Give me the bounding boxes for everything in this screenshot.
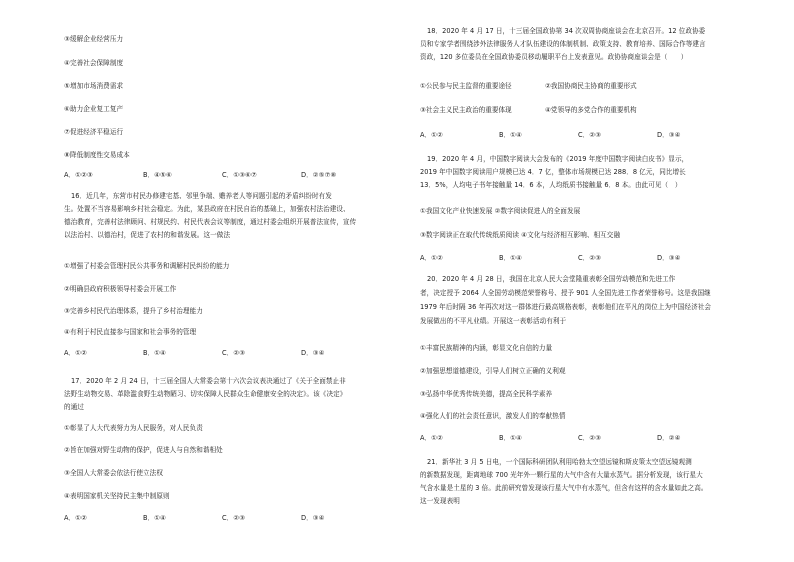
q20-item-4: ④强化人们的社会责任意识，激发人们的奉献热情 [420, 412, 566, 420]
q20-option-c: C．②③ [578, 434, 602, 442]
q20-item-1: ①丰富民族精神的内涵，彰显文化自信的力量 [420, 344, 553, 352]
q16-stem-line: 16．近几年，东营市村民办修建宅基、邻里争端、赡养老人等问题引起的矛盾纠纷时有发 [71, 192, 332, 200]
q15-option-c: C．①③⑥⑦ [222, 171, 257, 179]
q17-stem-line: 的通过 [64, 403, 84, 411]
q18-stem-line: 18．2020 年 4 月 17 日，十三届全国政协第 34 次双周协商座谈会在北京召开。12 位政协委 [427, 27, 706, 35]
q21-stem-line: 气含水量是土星的 3 倍。此前研究曾发现该行星大气中有水蒸气，但含有这样的含水量如此之高。 [420, 484, 708, 492]
q19-stem-line: 2019 年中国数字阅读用户规模已达 4．7 亿，整体市场规模已达 288．8 亿元，同比增长 [420, 168, 686, 176]
q18-option-d: D．③④ [657, 131, 681, 139]
q17-item-2: ②旨在加强对野生动物的保护，促进人与自然和谐相处 [64, 446, 223, 454]
q18-option-a: A．①② [420, 131, 443, 139]
q20-stem-line: 20．2020 年 4 月 28 日，我国在北京人民大会堂隆重表彰全国劳动模范和先进工作 [427, 275, 676, 283]
q16-item-3: ③完善乡村民代治理体系，提升了乡村治理能力 [64, 307, 203, 315]
q16-option-a: A．①② [64, 349, 87, 357]
q18-item-2: ②我国协商民主协商的重要形式 [545, 82, 637, 90]
q17-item-4: ④表明国家机关坚持民主集中制原则 [64, 492, 170, 500]
q20-option-d: D．②④ [657, 434, 681, 442]
q18-stem-line: 资政，120 多位委员在全国政协委员移动履职平台上发表意见。政协协商座谈会是（ ） [420, 53, 688, 61]
q16-stem-line: 生。处置不当容易影响乡村社会稳定。为此，某县政府在村民自治的基础上，加强农村法治建设、 [64, 205, 350, 213]
q17-item-1: ①彰显了人大代表努力为人民服务，对人民负责 [64, 424, 203, 432]
q21-stem-line: 21．新华社 3 月 5 日电，一个国际科研团队利用哈勃太空望远镜和斯皮策太空望远镜观测 [427, 458, 692, 466]
q15-item-3: ③缓解企业经营压力 [64, 35, 124, 43]
q16-stem-line: 德治教育，完善村法律顾问、村规民约、村民代表会议等制度，通过村委会组织开展普法宣传，宣传 [64, 218, 357, 226]
q19-option-d: D．③④ [657, 254, 681, 262]
q20-stem-line: 者，决定授予 2064 人全国劳动模范荣誉称号、授予 901 人全国先进工作者荣誉称号。这是我国继 [420, 289, 711, 297]
q19-items-row-1: ①我国文化产业快速发展 ②数字阅读促进人的全面发展 [420, 207, 581, 215]
q15-item-6: ⑥助力企业复工复产 [64, 105, 124, 113]
q18-option-c: C．②③ [578, 131, 602, 139]
q20-option-b: B．①④ [499, 434, 522, 442]
q17-option-c: C．②③ [222, 514, 246, 522]
q21-stem-line: 的新数据发现，距离地球 700 光年外一颗行星的大气中含有大量水蒸气。据分析发现，该行星大 [420, 471, 703, 479]
q18-item-3: ③社会主义民主政治的重要体现 [420, 106, 512, 114]
q19-option-a: A．①② [420, 254, 443, 262]
q16-stem-line: 以法治村、以德治村，促进了农村的和谐发展。这一做法 [64, 231, 231, 239]
q17-option-d: D．③④ [301, 514, 325, 522]
q16-item-4: ④有利于村民直接参与国家和社会事务的管理 [64, 328, 197, 336]
q20-item-2: ②加强思想道德建设，引导人们树立正确的义利观 [420, 367, 566, 375]
q17-item-3: ③全国人大常委会依法行使立法权 [64, 469, 163, 477]
q16-option-b: B．①④ [143, 349, 166, 357]
q20-option-a: A．①② [420, 434, 443, 442]
q17-option-b: B．①④ [143, 514, 166, 522]
q18-item-1: ①公民参与民主监督的重要途径 [420, 82, 512, 90]
q16-item-1: ①增强了村委会管理村民公共事务和调解村民纠纷的能力 [64, 262, 230, 270]
q16-option-d: D．③④ [301, 349, 325, 357]
q20-stem-line: 发展做出的不平凡业绩。开展这一表彰活动有利于 [420, 317, 567, 325]
q17-option-a: A．①② [64, 514, 87, 522]
q15-item-8: ⑧降低制度性交易成本 [64, 151, 130, 159]
q19-option-b: B．①④ [499, 254, 522, 262]
q16-item-2: ②明确县政府积极领导村委会开展工作 [64, 285, 177, 293]
q21-stem-line: 这一发现表明 [420, 497, 460, 505]
q18-item-4: ④党领导的多党合作的重要机构 [545, 106, 637, 114]
q19-option-c: C．②③ [578, 254, 602, 262]
q19-items-row-2: ③数字阅读正在取代传统纸质阅读 ④文化与经济相互影响、相互交融 [420, 231, 621, 239]
q20-stem-line: 1979 年后时隔 36 年再次对这一群体进行最高规格表彰，表彰他们在平凡的岗位上为中国经济社会 [420, 303, 712, 311]
q18-option-b: B．①④ [499, 131, 522, 139]
q15-option-b: B．④⑤⑥ [143, 171, 172, 179]
q15-item-5: ⑤增加市场消费需求 [64, 82, 124, 90]
q15-item-4: ④完善社会保障制度 [64, 59, 124, 67]
q19-stem-line: 19．2020 年 4 月，中国数字阅读大会发布的《2019 年度中国数字阅读白皮书》显示， [427, 155, 689, 163]
q20-item-3: ③弘扬中华优秀传统美德，提高全民科学素养 [420, 390, 553, 398]
q15-item-7: ⑦促进经济平稳运行 [64, 128, 124, 136]
q17-stem-line: 17．2020 年 2 月 24 日，十三届全国人大常委会第十六次会议表决通过了《关于全面禁止非 [71, 377, 346, 385]
q15-option-d: D．②⑤⑦⑧ [301, 171, 337, 179]
q17-stem-line: 法野生动物交易、革除滥食野生动物陋习、切实保障人民群众生命健康安全的决定》。该《决定》 [64, 390, 347, 398]
q18-stem-line: 员和专家学者围绕涉外法律服务人才队伍建设的体制机制、政策支持、教育培养、国际合作等建言 [420, 40, 706, 48]
q16-option-c: C．②③ [222, 349, 246, 357]
q15-option-a: A．①②③ [64, 171, 93, 179]
q19-stem-line: 13．5%，人均电子书年接触量 14．6 本，人均纸质书接触量 6．8 本。由此可见（ ） [420, 181, 682, 189]
